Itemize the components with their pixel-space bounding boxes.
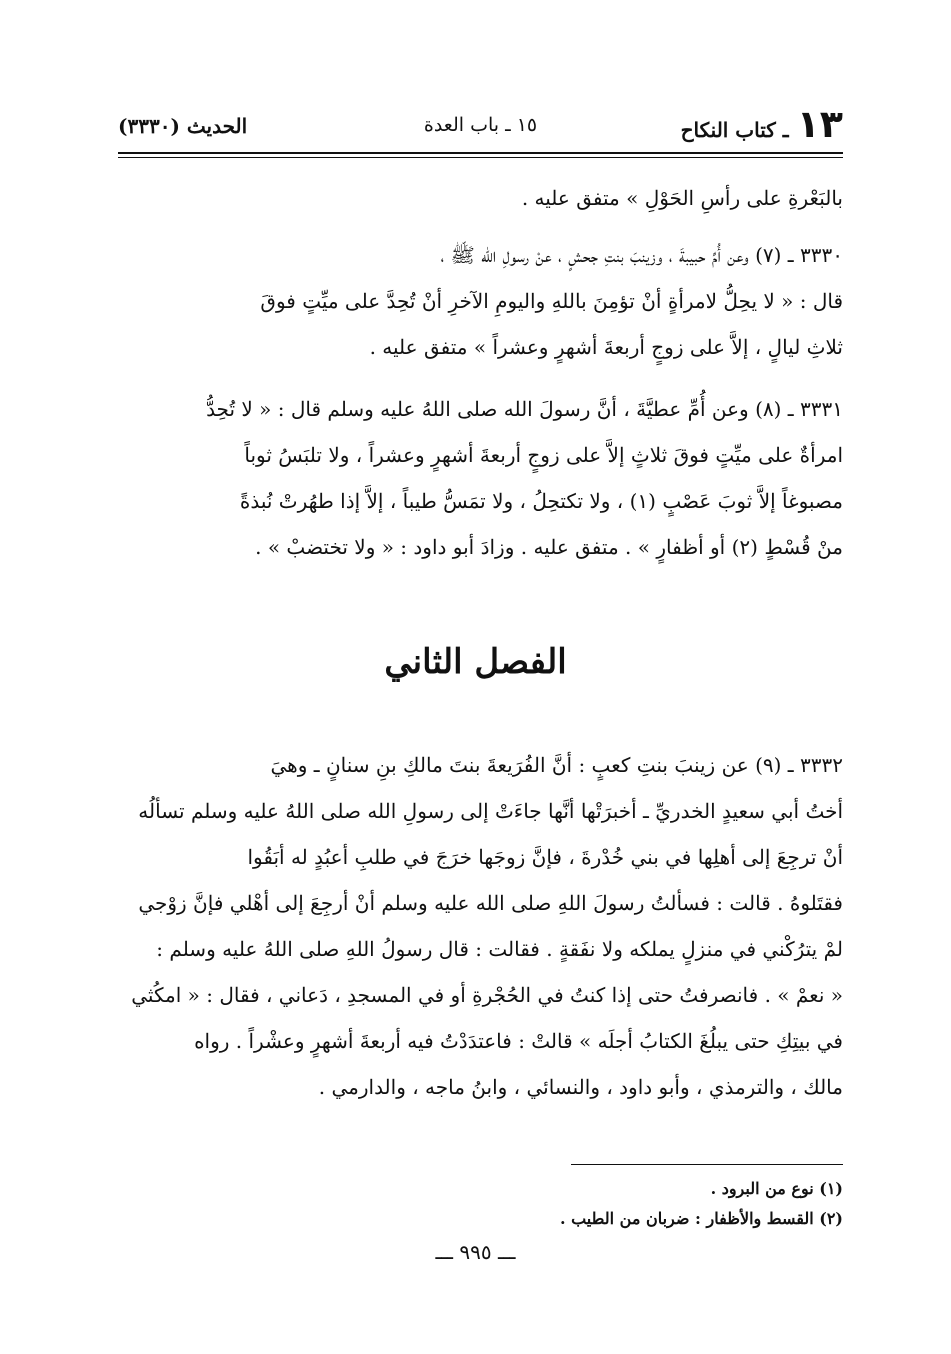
text-line: مالك ، والترمذي ، وأبو داود ، والنسائي ، وابنُ ماجه ، والدارمي . [318, 1075, 843, 1099]
text-line: امرأةٌ على ميِّتٍ فوقَ ثلاثٍ إلاَّ على زوجٍ أربعةَ أشهرٍ وعشراً ، ولا تلبَسُ ثوباً [244, 443, 843, 467]
text-line: أختُ أبي سعيدٍ الخدريِّ ـ أخبرَتْها أنَّها جاءَتْ إلى رسولِ الله صلى اللهُ عليه وسلم تسألُه [138, 799, 843, 823]
footnote-1: (١) نوع من البرود . [710, 1179, 843, 1198]
hadith-3330 [118, 232, 843, 370]
hadith-3331 [118, 386, 843, 570]
page-header [118, 104, 843, 152]
chapter-heading: الفصل الثاني [384, 642, 567, 682]
hadith-3332 [118, 742, 843, 1110]
text-line: أنْ ترجِعَ إلى أهلِها في بني خُدْرةَ ، فإنَّ زوجَها خرَجَ في طلبِ أعبُدٍ له أبَقُوا [247, 845, 843, 869]
text-line: مصبوغاً إلاَّ ثوبَ عَصْبٍ (١) ، ولا تكتحِلُ ، ولا تمَسُّ طيباً ، إلاَّ إذا طهُرتْ نُبذةً [239, 489, 843, 513]
text-line: ثلاثِ ليالٍ ، إلاَّ على زوجٍ أربعةَ أشهرٍ وعشراً » متفق عليه . [369, 335, 843, 359]
paragraph-continuation [118, 175, 843, 221]
text-line: منْ قُسْطٍ (٢) أو أظفارٍ » . متفق عليه . وزادَ أبو داود : « ولا تختضبْ » . [255, 535, 843, 559]
text-line: فقتَلوهُ . قالت : فسألتُ رسولَ اللهِ صلى الله عليه وسلم أنْ أرجِعَ إلى أهْلي فإنَّ زوْجي [138, 891, 843, 915]
hadith-range: الحديث (٣٣٣٠) [118, 114, 248, 138]
header-rule [118, 152, 843, 154]
text-line: قال : « لا يحِلُّ لامرأةٍ أنْ تؤمِنَ باللهِ واليومِ الآخرِ أنْ تُحِدَّ على ميِّتٍ فوقَ [260, 289, 843, 313]
text-line: في بيتِكِ حتى يبلُغَ الكتابُ أجلَه » قالتْ : فاعتدَدْتُ فيه أربعةَ أشهرٍ وعشْراً . رواه [194, 1029, 843, 1053]
page-number: ـــ ٩٩٥ ـــ [435, 1240, 516, 1264]
chapter-number: ١٣ [796, 102, 843, 146]
text-line: ٣٣٣٢ ـ (٩) عن زينبَ بنتِ كعبٍ : أنَّ الفُرَيعةَ بنتَ مالكِ بنِ سنانٍ ـ وهيَ [270, 753, 843, 777]
text-line: بالبَعْرةِ على رأسِ الحَوْلِ » متفق عليه . [521, 186, 843, 210]
text-line: ٣٣٣١ ـ (٨) وعن أُمِّ عطيَّةَ ، أنَّ رسولَ الله صلى اللهُ عليه وسلم قال : « لا تُحِدُّ [206, 397, 843, 421]
header-rule-thin [118, 157, 843, 158]
footnote-2: (٢) القسط والأظفار : ضربان من الطيب . [559, 1209, 843, 1228]
footnotes [343, 1174, 843, 1234]
chapter-title: ـ كتاب النكاح [680, 118, 789, 142]
text-line: « نعمْ » . فانصرفتُ حتى إذا كنتُ في الحُجْرةِ أو في المسجدِ ، دَعاني ، فقال : « امكُثي [131, 983, 843, 1007]
footnote-rule [571, 1164, 843, 1165]
text-line: ٣٣٣٠ ـ (٧) وعن أُمِّ حبيبةَ ، وزينبَ بنتِ جحشٍ ، عنْ رسولِ الله ﷺ ، [440, 243, 843, 267]
text-line: لمْ يترُكْني في منزلٍ يملكه ولا نفَقةٍ . فقالت : قال رسولُ اللهِ صلى اللهُ عليه وسلم : [156, 937, 843, 961]
section-title: ١٥ ـ باب العدة [423, 114, 538, 136]
